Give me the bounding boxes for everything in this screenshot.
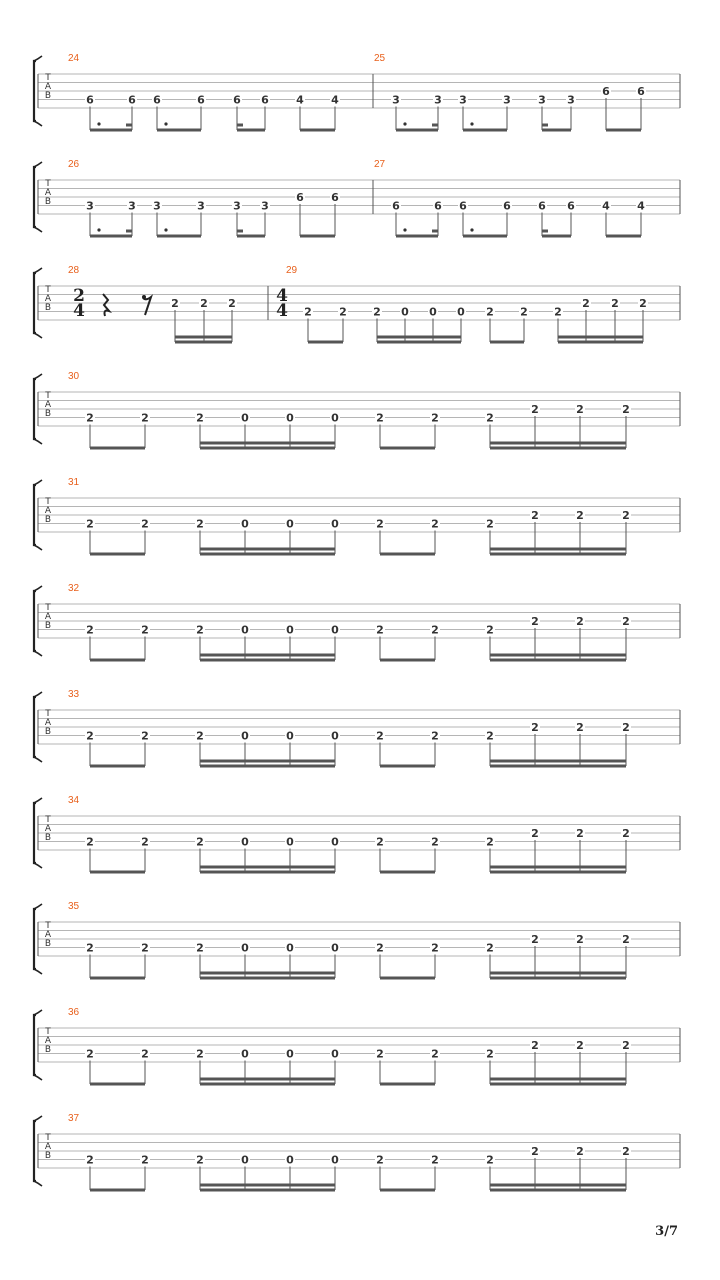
fret-number: 3	[261, 199, 269, 213]
tab-clef-letter: B	[44, 1045, 52, 1055]
tab-clef-letter: A	[44, 612, 52, 622]
fret-number: 2	[196, 1047, 204, 1061]
fret-number: 3	[86, 199, 94, 213]
fret-number: 0	[241, 941, 249, 955]
fret-number: 2	[431, 941, 439, 955]
fret-number: 3	[153, 199, 161, 213]
tab-clef-letter: B	[44, 939, 52, 949]
fret-number: 2	[141, 729, 149, 743]
system-bracket	[34, 697, 36, 757]
fret-number: 0	[457, 305, 465, 319]
fret-number: 6	[637, 85, 645, 98]
tab-clef-letter: B	[44, 727, 52, 737]
fret-number: 6	[567, 199, 575, 213]
fret-number: 2	[486, 729, 494, 743]
fret-number: 2	[376, 411, 384, 425]
measure-number: 36	[68, 1007, 80, 1018]
fret-number: 2	[576, 933, 584, 946]
fret-number: 6	[503, 199, 511, 213]
fret-number: 6	[197, 93, 205, 107]
fret-number: 0	[241, 1047, 249, 1061]
fret-number: 2	[531, 403, 539, 416]
tab-clef-letter: A	[44, 1036, 52, 1046]
tab-clef-letter: A	[44, 718, 52, 728]
tab-clef-letter: A	[44, 1142, 52, 1152]
tab-clef-letter: T	[45, 285, 51, 295]
fret-number: 6	[602, 85, 610, 98]
fret-number: 0	[241, 729, 249, 743]
page-number: 3/7	[655, 1224, 678, 1239]
fret-number: 3	[538, 93, 546, 107]
fret-number: 2	[431, 1153, 439, 1167]
fret-number: 6	[392, 199, 400, 213]
fret-number: 2	[486, 835, 494, 849]
fret-number: 3	[233, 199, 241, 213]
fret-number: 3	[392, 93, 400, 107]
fret-number: 2	[531, 1039, 539, 1052]
fret-number: 2	[196, 517, 204, 531]
fret-number: 6	[128, 93, 136, 107]
tab-clef-letter: T	[45, 815, 51, 825]
fret-number: 6	[331, 191, 339, 204]
measure-number: 31	[68, 477, 80, 488]
tab-clef-letter: T	[45, 497, 51, 507]
fret-number: 2	[196, 941, 204, 955]
fret-number: 2	[376, 1047, 384, 1061]
fret-number: 2	[141, 517, 149, 531]
tab-clef-letter: A	[44, 506, 52, 516]
system-bracket	[34, 273, 36, 333]
fret-number: 2	[520, 305, 528, 319]
fret-number: 2	[431, 835, 439, 849]
fret-number: 2	[141, 1153, 149, 1167]
measure-number: 30	[68, 371, 80, 382]
fret-number: 2	[486, 623, 494, 637]
fret-number: 2	[576, 1039, 584, 1052]
tab-clef-letter: A	[44, 188, 52, 198]
system-bracket	[34, 485, 36, 545]
tab-clef-letter: B	[44, 1151, 52, 1161]
fret-number: 2	[141, 835, 149, 849]
fret-number: 0	[241, 517, 249, 531]
fret-number: 2	[86, 1047, 94, 1061]
measure-number: 24	[68, 53, 80, 64]
fret-number: 2	[622, 1039, 630, 1052]
fret-number: 0	[286, 835, 294, 849]
fret-number: 2	[531, 933, 539, 946]
fret-number: 2	[622, 1145, 630, 1158]
fret-number: 6	[153, 93, 161, 107]
duration-dot	[164, 228, 167, 231]
fret-number: 4	[331, 93, 339, 107]
fret-number: 2	[639, 297, 647, 310]
system-bracket	[34, 61, 36, 121]
duration-dot	[470, 228, 473, 231]
tab-clef-letter: T	[45, 921, 51, 931]
fret-number: 4	[296, 93, 304, 107]
fret-number: 2	[200, 297, 208, 310]
fret-number: 0	[241, 411, 249, 425]
measure-number: 27	[374, 159, 386, 170]
fret-number: 2	[86, 623, 94, 637]
fret-number: 0	[331, 1047, 339, 1061]
measure-number: 37	[68, 1113, 80, 1124]
system-bracket	[34, 803, 36, 863]
fret-number: 2	[86, 1153, 94, 1167]
fret-number: 2	[576, 403, 584, 416]
fret-number: 2	[376, 1153, 384, 1167]
fret-number: 2	[486, 1047, 494, 1061]
fret-number: 4	[637, 199, 645, 213]
fret-number: 0	[241, 1153, 249, 1167]
measure-number: 33	[68, 689, 80, 700]
system-bracket	[34, 167, 36, 227]
tab-clef-letter: T	[45, 1027, 51, 1037]
fret-number: 2	[339, 305, 347, 319]
eighth-rest-dot	[142, 295, 146, 299]
fret-number: 0	[286, 729, 294, 743]
fret-number: 6	[261, 93, 269, 107]
fret-number: 0	[286, 517, 294, 531]
fret-number: 2	[611, 297, 619, 310]
duration-dot	[97, 228, 100, 231]
fret-number: 2	[531, 615, 539, 628]
fret-number: 3	[197, 199, 205, 213]
fret-number: 2	[86, 411, 94, 425]
tab-clef-letter: A	[44, 930, 52, 940]
fret-number: 6	[459, 199, 467, 213]
fret-number: 2	[576, 615, 584, 628]
fret-number: 2	[196, 411, 204, 425]
fret-number: 0	[331, 941, 339, 955]
tab-clef-letter: T	[45, 391, 51, 401]
duration-dot	[97, 122, 100, 125]
fret-number: 0	[331, 1153, 339, 1167]
fret-number: 2	[376, 517, 384, 531]
fret-number: 2	[376, 941, 384, 955]
duration-dot	[403, 122, 406, 125]
fret-number: 3	[434, 93, 442, 107]
duration-dot	[403, 228, 406, 231]
fret-number: 2	[196, 835, 204, 849]
measure-number: 28	[68, 265, 80, 276]
fret-number: 0	[286, 941, 294, 955]
fret-number: 2	[486, 305, 494, 319]
system-bracket	[34, 1121, 36, 1181]
fret-number: 0	[241, 623, 249, 637]
tab-clef-letter: T	[45, 73, 51, 83]
time-signature-bottom: 4	[276, 301, 288, 321]
system-bracket	[34, 909, 36, 969]
fret-number: 2	[622, 509, 630, 522]
fret-number: 2	[86, 835, 94, 849]
fret-number: 2	[576, 1145, 584, 1158]
fret-number: 2	[376, 623, 384, 637]
fret-number: 2	[86, 941, 94, 955]
fret-number: 2	[376, 835, 384, 849]
fret-number: 2	[531, 509, 539, 522]
measure-number: 29	[286, 265, 298, 276]
fret-number: 0	[429, 305, 437, 319]
tab-clef-letter: B	[44, 515, 52, 525]
system-bracket	[34, 1015, 36, 1075]
fret-number: 2	[141, 1047, 149, 1061]
fret-number: 2	[582, 297, 590, 310]
time-signature-bottom: 4	[73, 301, 85, 321]
tab-clef-letter: T	[45, 603, 51, 613]
tab-clef-letter: B	[44, 197, 52, 207]
time-signature-top: 2	[73, 286, 85, 306]
fret-number: 2	[431, 517, 439, 531]
fret-number: 2	[622, 721, 630, 734]
fret-number: 2	[486, 941, 494, 955]
fret-number: 2	[531, 1145, 539, 1158]
fret-number: 2	[373, 305, 381, 319]
fret-number: 2	[196, 623, 204, 637]
fret-number: 2	[196, 729, 204, 743]
fret-number: 3	[503, 93, 511, 107]
fret-number: 2	[554, 305, 562, 319]
measure-number: 35	[68, 901, 80, 912]
tab-clef-letter: T	[45, 709, 51, 719]
system-bracket	[34, 379, 36, 439]
fret-number: 2	[576, 721, 584, 734]
measure-number: 25	[374, 53, 386, 64]
tab-clef-letter: B	[44, 621, 52, 631]
fret-number: 2	[622, 827, 630, 840]
duration-dot	[470, 122, 473, 125]
fret-number: 2	[486, 517, 494, 531]
fret-number: 2	[86, 729, 94, 743]
fret-number: 6	[86, 93, 94, 107]
tab-clef-letter: B	[44, 91, 52, 101]
fret-number: 0	[331, 729, 339, 743]
fret-number: 2	[531, 721, 539, 734]
measure-number: 32	[68, 583, 80, 594]
time-signature-top: 4	[276, 286, 288, 306]
fret-number: 2	[622, 403, 630, 416]
tab-clef-letter: A	[44, 294, 52, 304]
fret-number: 0	[286, 623, 294, 637]
measure-number: 34	[68, 795, 80, 806]
tab-clef-letter: B	[44, 833, 52, 843]
fret-number: 2	[431, 411, 439, 425]
fret-number: 0	[331, 411, 339, 425]
fret-number: 2	[622, 933, 630, 946]
fret-number: 2	[171, 297, 179, 310]
fret-number: 2	[196, 1153, 204, 1167]
tab-clef-letter: T	[45, 1133, 51, 1143]
fret-number: 2	[86, 517, 94, 531]
fret-number: 0	[401, 305, 409, 319]
fret-number: 2	[576, 509, 584, 522]
duration-dot	[164, 122, 167, 125]
fret-number: 2	[622, 615, 630, 628]
fret-number: 0	[286, 411, 294, 425]
fret-number: 2	[531, 827, 539, 840]
tab-clef-letter: B	[44, 409, 52, 419]
fret-number: 2	[431, 623, 439, 637]
fret-number: 2	[431, 729, 439, 743]
eighth-rest	[143, 297, 151, 315]
tab-clef-letter: B	[44, 303, 52, 313]
quarter-rest	[103, 294, 109, 316]
fret-number: 2	[141, 623, 149, 637]
fret-number: 6	[296, 191, 304, 204]
fret-number: 3	[459, 93, 467, 107]
tab-clef-letter: A	[44, 824, 52, 834]
fret-number: 0	[331, 517, 339, 531]
fret-number: 2	[141, 941, 149, 955]
fret-number: 2	[304, 305, 312, 319]
fret-number: 2	[431, 1047, 439, 1061]
fret-number: 2	[141, 411, 149, 425]
tab-clef-letter: A	[44, 400, 52, 410]
system-bracket	[34, 591, 36, 651]
fret-number: 2	[376, 729, 384, 743]
fret-number: 3	[567, 93, 575, 107]
fret-number: 0	[286, 1153, 294, 1167]
fret-number: 4	[602, 199, 610, 213]
tab-clef-letter: A	[44, 82, 52, 92]
tab-clef-letter: T	[45, 179, 51, 189]
fret-number: 0	[331, 835, 339, 849]
fret-number: 2	[576, 827, 584, 840]
fret-number: 0	[241, 835, 249, 849]
fret-number: 2	[228, 297, 236, 310]
fret-number: 3	[128, 199, 136, 213]
fret-number: 0	[286, 1047, 294, 1061]
fret-number: 6	[538, 199, 546, 213]
fret-number: 2	[486, 411, 494, 425]
fret-number: 2	[486, 1153, 494, 1167]
measure-number: 26	[68, 159, 80, 170]
fret-number: 0	[331, 623, 339, 637]
fret-number: 6	[233, 93, 241, 107]
fret-number: 6	[434, 199, 442, 213]
